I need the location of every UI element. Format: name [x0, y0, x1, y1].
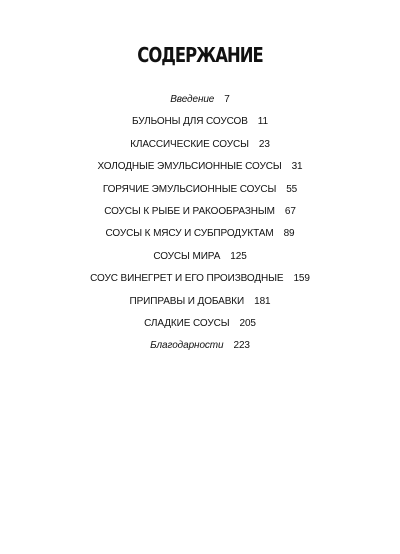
toc-entry-acknowledgements[interactable] — [0, 335, 400, 357]
toc-entry-title: СЛАДКИЕ СОУСЫ — [144, 317, 230, 329]
toc-entry-meat-sauces[interactable] — [0, 223, 400, 245]
toc-entry-world-sauces[interactable] — [0, 246, 400, 268]
toc-entry-page: 125 — [230, 250, 247, 262]
table-of-contents — [0, 89, 400, 358]
toc-entry-page: 89 — [283, 228, 295, 240]
toc-entry-page: 159 — [293, 273, 310, 285]
toc-entry-title: БУЛЬОНЫ ДЛЯ СОУСОВ — [132, 116, 248, 128]
toc-entry-page: 205 — [239, 317, 256, 329]
toc-entry-page: 67 — [284, 205, 296, 217]
toc-entry-broths[interactable] — [0, 111, 400, 133]
toc-entry-cold-emulsion-sauces[interactable] — [0, 156, 400, 178]
toc-entry-page: 55 — [286, 183, 298, 195]
toc-entry-classic-sauces[interactable] — [0, 134, 400, 156]
toc-entry-page: 181 — [254, 295, 271, 307]
toc-entry-title: СОУС ВИНЕГРЕТ И ЕГО ПРОИЗВОДНЫЕ — [90, 273, 284, 285]
toc-entry-page: 11 — [257, 116, 268, 128]
toc-entry-title: ПРИПРАВЫ И ДОБАВКИ — [129, 295, 245, 307]
toc-entry-page: 23 — [258, 138, 270, 150]
toc-entry-title: Благодарности — [150, 340, 224, 352]
toc-entry-title: СОУСЫ К РЫБЕ И РАКООБРАЗНЫМ — [104, 205, 275, 217]
toc-entry-title: СОУСЫ К МЯСУ И СУБПРОДУКТАМ — [105, 228, 274, 240]
toc-entry-title: ХОЛОДНЫЕ ЭМУЛЬСИОННЫЕ СОУСЫ — [97, 161, 282, 173]
toc-entry-title: СОУСЫ МИРА — [153, 250, 221, 262]
toc-entry-page: 31 — [291, 161, 303, 173]
toc-entry-title: КЛАССИЧЕСКИЕ СОУСЫ — [130, 138, 249, 150]
toc-entry-sweet-sauces[interactable] — [0, 313, 400, 335]
toc-entry-title: Введение — [170, 94, 215, 105]
toc-entry-seasonings[interactable] — [0, 291, 400, 313]
toc-entry-page: 223 — [233, 340, 250, 352]
toc-entry-page: 7 — [224, 94, 230, 105]
toc-entry-introduction[interactable] — [0, 89, 400, 111]
toc-entry-title: ГОРЯЧИЕ ЭМУЛЬСИОННЫЕ СОУСЫ — [102, 183, 277, 195]
page-title: СОДЕРЖАНИЕ — [137, 43, 263, 68]
toc-entry-hot-emulsion-sauces[interactable] — [0, 179, 400, 201]
toc-entry-vinaigrette[interactable] — [0, 268, 400, 290]
toc-entry-fish-sauces[interactable] — [0, 201, 400, 223]
